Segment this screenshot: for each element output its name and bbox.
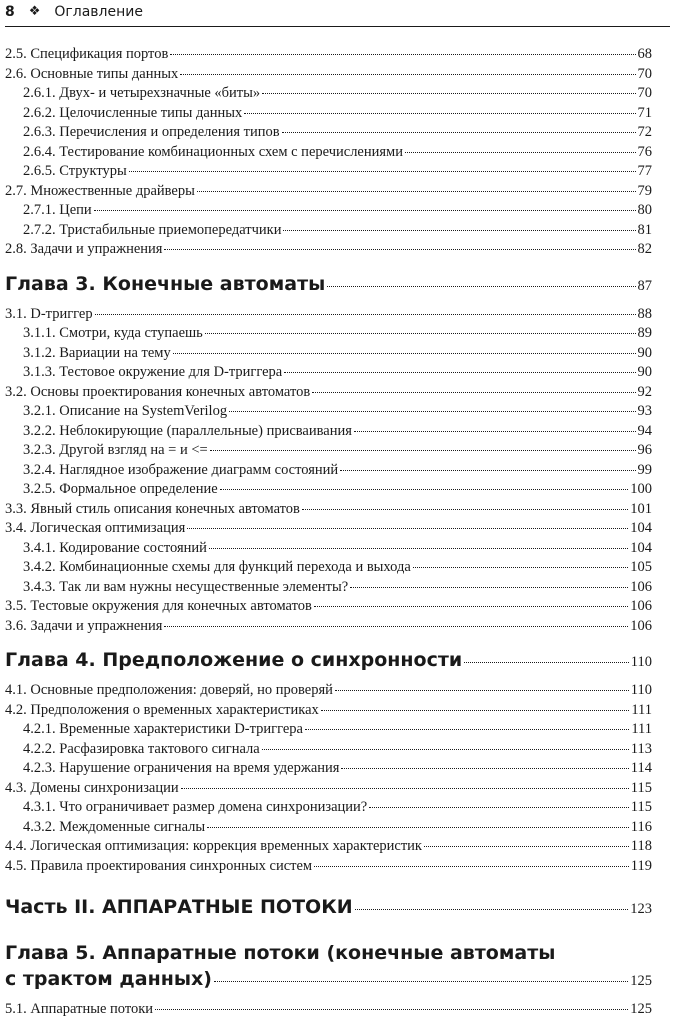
toc-subsection[interactable] xyxy=(5,818,652,838)
dot-leader xyxy=(302,509,628,510)
dot-leader xyxy=(341,768,628,769)
toc-block-ch5 xyxy=(5,1000,652,1020)
dot-leader xyxy=(197,191,636,192)
entry-page: 104 xyxy=(630,539,652,556)
entry-title: 2.5. Спецификация портов xyxy=(5,46,169,62)
entry-title: 3.2.1. Описание на SystemVerilog xyxy=(23,403,228,419)
dot-leader xyxy=(95,314,636,315)
entry-page: 105 xyxy=(630,559,652,575)
entry-title: 2.6.5. Структуры xyxy=(23,163,127,179)
entry-title: 4.2. Предположения о временных характеристиках xyxy=(5,701,319,718)
entry-title: 2.6. Основные типы данных xyxy=(5,65,179,82)
dot-leader xyxy=(180,74,635,75)
entry-title: 3.2.3. Другой взгляд на = и <= xyxy=(23,442,208,458)
entry-title: 4.3. Домены синхронизации xyxy=(5,779,179,796)
entry-title: 4.4. Логическая оптимизация: коррекция временных характеристик xyxy=(5,838,422,854)
toc-subsection[interactable] xyxy=(5,84,652,104)
entry-page: 77 xyxy=(637,163,652,179)
dot-leader xyxy=(170,54,635,55)
entry-title: 3.4.1. Кодирование состояний xyxy=(23,539,207,556)
dot-leader xyxy=(305,729,629,730)
entry-page: 93 xyxy=(637,403,652,419)
toc-subsection[interactable] xyxy=(5,720,652,740)
toc-section[interactable] xyxy=(5,383,652,403)
toc-part-2[interactable] xyxy=(5,894,652,922)
toc-subsection[interactable] xyxy=(5,798,652,818)
table-of-contents xyxy=(5,45,652,1020)
entry-page: 80 xyxy=(637,202,652,218)
entry-title: 5.1. Аппаратные потоки xyxy=(5,1001,154,1017)
toc-block-ch2 xyxy=(5,45,652,260)
entry-page: 111 xyxy=(631,721,652,737)
dot-leader xyxy=(262,93,635,94)
entry-page: 79 xyxy=(637,182,652,199)
toc-subsection[interactable] xyxy=(5,402,652,422)
dot-leader xyxy=(314,866,629,867)
entry-page: 71 xyxy=(637,104,652,121)
entry-title: 3.4.3. Так ли вам нужны несущественные элементы? xyxy=(23,578,349,595)
toc-section[interactable] xyxy=(5,500,652,520)
entry-title: 3.4.2. Комбинационные схемы для функций перехода и выхода xyxy=(23,559,411,575)
toc-subsection[interactable] xyxy=(5,558,652,578)
entry-title: 3.2. Основы проектирования конечных автоматов xyxy=(5,383,311,400)
entry-title: 2.7. Множественные драйверы xyxy=(5,182,195,199)
entry-page: 81 xyxy=(637,221,652,238)
dot-leader xyxy=(205,333,636,334)
toc-section[interactable] xyxy=(5,779,652,799)
entry-title: 2.6.3. Перечисления и определения типов xyxy=(23,124,280,140)
dot-leader xyxy=(464,662,629,663)
toc-subsection[interactable] xyxy=(5,539,652,559)
dot-leader xyxy=(220,489,629,490)
entry-page: 113 xyxy=(630,740,652,757)
entry-title: 2.7.1. Цепи xyxy=(23,202,92,218)
entry-page: 110 xyxy=(630,682,652,698)
dot-leader xyxy=(282,132,636,133)
entry-title: 3.2.2. Неблокирующие (параллельные) присваивания xyxy=(23,422,352,439)
dot-leader xyxy=(340,470,635,471)
entry-page: 94 xyxy=(637,422,652,439)
toc-subsection[interactable] xyxy=(5,201,652,221)
toc-section[interactable] xyxy=(5,182,652,202)
toc-subsection[interactable] xyxy=(5,324,652,344)
dot-leader xyxy=(354,431,636,432)
entry-title: 2.6.1. Двух- и четырехзначные «биты» xyxy=(23,85,261,101)
part-title: Часть II. АППАРАТНЫЕ ПОТОКИ xyxy=(5,896,353,918)
toc-section[interactable] xyxy=(5,240,652,260)
entry-page: 72 xyxy=(637,124,652,140)
entry-title: 2.6.4. Тестирование комбинационных схем с перечислениями xyxy=(23,143,403,160)
dot-leader xyxy=(355,909,629,910)
dot-leader xyxy=(155,1009,628,1010)
part-page: 123 xyxy=(630,901,652,917)
dot-leader xyxy=(210,450,636,451)
entry-page: 116 xyxy=(630,818,652,835)
entry-page: 125 xyxy=(630,1001,652,1017)
toc-subsection[interactable] xyxy=(5,123,652,143)
entry-title: 3.5. Тестовые окружения для конечных автоматов xyxy=(5,598,312,614)
running-title: Оглавление xyxy=(54,4,143,20)
dot-leader xyxy=(129,171,636,172)
entry-title: 2.7.2. Тристабильные приемопередатчики xyxy=(23,221,282,238)
toc-subsection[interactable] xyxy=(5,422,652,442)
toc-subsection[interactable] xyxy=(5,740,652,760)
entry-page: 115 xyxy=(630,799,652,815)
toc-section[interactable] xyxy=(5,65,652,85)
toc-section[interactable] xyxy=(5,519,652,539)
entry-title: 3.2.5. Формальное определение xyxy=(23,481,218,497)
entry-title: 4.2.3. Нарушение ограничения на время удержания xyxy=(23,760,340,776)
toc-subsection[interactable] xyxy=(5,363,652,383)
entry-page: 96 xyxy=(637,442,652,458)
toc-chapter-4[interactable] xyxy=(5,647,652,675)
entry-title: 4.2.2. Расфазировка тактового сигнала xyxy=(23,740,260,757)
entry-page: 106 xyxy=(630,578,652,595)
dot-leader xyxy=(164,249,635,250)
entry-page: 90 xyxy=(637,344,652,361)
dot-leader xyxy=(207,827,629,828)
toc-subsection[interactable] xyxy=(5,461,652,481)
chapter-title: Глава 3. Конечные автоматы xyxy=(5,272,326,295)
entry-title: 4.2.1. Временные характеристики D-триггера xyxy=(23,721,303,737)
toc-section[interactable] xyxy=(5,45,652,65)
entry-title: 4.3.2. Междоменные сигналы xyxy=(23,818,206,835)
entry-page: 111 xyxy=(631,701,652,718)
entry-title: 3.3. Явный стиль описания конечных автоматов xyxy=(5,500,300,517)
dot-leader xyxy=(335,690,629,691)
chapter-page: 87 xyxy=(637,277,652,294)
dot-leader xyxy=(244,113,635,114)
toc-block-ch4 xyxy=(5,681,652,876)
entry-page: 106 xyxy=(630,617,652,634)
entry-page: 76 xyxy=(637,143,652,160)
entry-page: 119 xyxy=(630,857,652,874)
entry-page: 106 xyxy=(630,598,652,614)
entry-title: 3.1.2. Вариации на тему xyxy=(23,344,171,361)
entry-page: 99 xyxy=(637,461,652,478)
toc-subsection[interactable] xyxy=(5,143,652,163)
entry-title: 3.2.4. Наглядное изображение диаграмм состояний xyxy=(23,461,339,478)
chapter-5-title-line1: Глава 5. Аппаратные потоки (конечные автоматы xyxy=(5,942,556,964)
toc-subsection[interactable] xyxy=(5,759,652,779)
entry-page: 114 xyxy=(630,760,652,776)
toc-subsection[interactable] xyxy=(5,344,652,364)
page-number: 8 xyxy=(5,4,15,20)
chapter-page: 125 xyxy=(630,973,652,989)
entry-title: 4.1. Основные предположения: доверяй, но проверяй xyxy=(5,682,333,698)
entry-title: 3.1.1. Смотри, куда ступаешь xyxy=(23,325,203,341)
dot-leader xyxy=(214,981,628,982)
toc-subsection[interactable] xyxy=(5,480,652,500)
entry-page: 82 xyxy=(637,241,652,257)
dot-leader xyxy=(229,411,635,412)
entry-title: 2.6.2. Целочисленные типы данных xyxy=(23,104,243,121)
entry-page: 70 xyxy=(637,65,652,82)
dot-leader xyxy=(164,626,628,627)
dot-leader xyxy=(283,230,635,231)
entry-page: 101 xyxy=(630,500,652,517)
dot-leader xyxy=(369,807,629,808)
entry-page: 90 xyxy=(637,364,652,380)
page-header xyxy=(5,4,670,27)
chapter-title-line2: с трактом данных) xyxy=(5,968,212,990)
dot-leader xyxy=(94,210,636,211)
entry-page: 104 xyxy=(630,520,652,536)
entry-page: 89 xyxy=(637,325,652,341)
toc-block-ch3 xyxy=(5,305,652,637)
entry-page: 100 xyxy=(630,481,652,497)
toc-section[interactable] xyxy=(5,837,652,857)
entry-title: 4.5. Правила проектирования синхронных систем xyxy=(5,857,313,874)
dot-leader xyxy=(262,749,629,750)
toc-section[interactable] xyxy=(5,617,652,637)
toc-subsection[interactable] xyxy=(5,578,652,598)
dot-leader xyxy=(314,606,628,607)
ornament-icon: ❖ xyxy=(28,4,41,19)
dot-leader xyxy=(173,353,636,354)
dot-leader xyxy=(209,548,628,549)
toc-section[interactable] xyxy=(5,597,652,617)
toc-chapter-5[interactable] xyxy=(5,966,652,994)
dot-leader xyxy=(350,587,628,588)
dot-leader xyxy=(424,846,629,847)
entry-title: 3.6. Задачи и упражнения xyxy=(5,617,163,634)
toc-section[interactable] xyxy=(5,701,652,721)
toc-subsection[interactable] xyxy=(5,162,652,182)
dot-leader xyxy=(312,392,635,393)
chapter-page: 110 xyxy=(630,654,652,670)
entry-title: 3.1. D-триггер xyxy=(5,305,93,322)
toc-section[interactable] xyxy=(5,681,652,701)
toc-subsection[interactable] xyxy=(5,441,652,461)
toc-chapter-3[interactable] xyxy=(5,271,652,299)
chapter-title: Глава 4. Предположение о синхронности xyxy=(5,649,463,671)
entry-page: 68 xyxy=(637,46,652,62)
entry-page: 92 xyxy=(637,383,652,400)
toc-section[interactable] xyxy=(5,305,652,325)
dot-leader xyxy=(327,286,635,287)
toc-section[interactable] xyxy=(5,857,652,877)
dot-leader xyxy=(405,152,636,153)
toc-subsection[interactable] xyxy=(5,104,652,124)
entry-page: 118 xyxy=(630,838,652,854)
dot-leader xyxy=(321,710,630,711)
dot-leader xyxy=(181,788,629,789)
entry-title: 4.3.1. Что ограничивает размер домена синхронизации? xyxy=(23,799,368,815)
toc-section[interactable] xyxy=(5,1000,652,1020)
entry-page: 70 xyxy=(637,85,652,101)
dot-leader xyxy=(284,372,635,373)
entry-page: 88 xyxy=(637,305,652,322)
dot-leader xyxy=(413,567,628,568)
dot-leader xyxy=(187,528,628,529)
entry-title: 3.4. Логическая оптимизация xyxy=(5,520,186,536)
entry-title: 2.8. Задачи и упражнения xyxy=(5,241,163,257)
entry-title: 3.1.3. Тестовое окружение для D-триггера xyxy=(23,364,283,380)
toc-subsection[interactable] xyxy=(5,221,652,241)
entry-page: 115 xyxy=(630,779,652,796)
